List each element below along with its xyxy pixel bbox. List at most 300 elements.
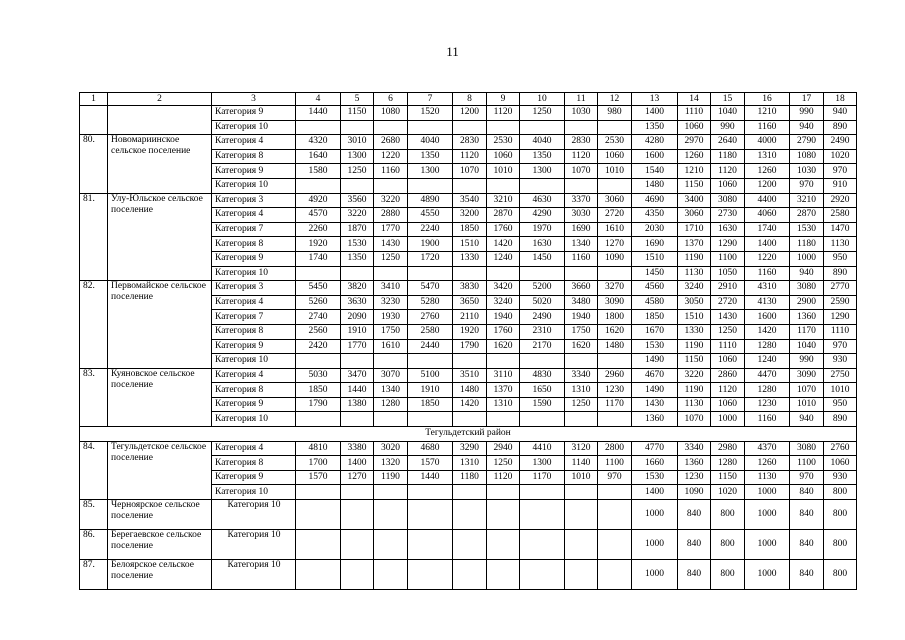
column-number-row [80, 93, 857, 106]
value-cell: 2720 [598, 208, 632, 223]
value-cell: 2900 [790, 295, 824, 310]
value-cell [565, 485, 598, 500]
settlement-name: Берегаевское сельское поселение [108, 530, 212, 560]
category-label: Категория 4 [212, 368, 296, 383]
value-cell: 1590 [520, 397, 565, 412]
value-cell: 1130 [824, 237, 857, 252]
value-cell: 1400 [341, 456, 374, 471]
value-cell: 3470 [341, 368, 374, 383]
value-cell: 1140 [565, 456, 598, 471]
column-number: 10 [520, 93, 565, 106]
value-cell: 1450 [632, 266, 678, 281]
value-cell [520, 485, 565, 500]
value-cell: 2090 [341, 310, 374, 325]
value-cell: 1200 [745, 178, 790, 193]
value-cell: 1570 [408, 456, 453, 471]
value-cell: 1070 [565, 164, 598, 179]
value-cell: 4690 [632, 193, 678, 208]
value-cell: 1130 [678, 266, 711, 281]
table-row [80, 106, 857, 121]
value-cell: 1170 [790, 324, 824, 339]
value-cell: 1850 [632, 310, 678, 325]
value-cell: 1060 [711, 354, 745, 369]
value-cell: 1040 [711, 106, 745, 121]
value-cell: 1270 [341, 470, 374, 485]
value-cell: 1230 [598, 383, 632, 398]
value-cell: 800 [711, 500, 745, 530]
category-label: Категория 9 [212, 339, 296, 354]
value-cell: 1400 [745, 237, 790, 252]
value-cell: 970 [598, 470, 632, 485]
value-cell: 3070 [374, 368, 408, 383]
district-row [80, 427, 857, 442]
value-cell [565, 500, 598, 530]
category-label: Категория 4 [212, 208, 296, 223]
value-cell: 1000 [632, 530, 678, 560]
value-cell: 3540 [453, 193, 487, 208]
value-cell [520, 412, 565, 427]
value-cell: 1300 [520, 164, 565, 179]
table-row [80, 281, 857, 296]
column-number: 2 [108, 93, 212, 106]
value-cell [520, 120, 565, 135]
value-cell: 2870 [790, 208, 824, 223]
value-cell: 4130 [745, 295, 790, 310]
value-cell: 1120 [711, 164, 745, 179]
value-cell: 2560 [296, 324, 341, 339]
value-cell: 1010 [565, 470, 598, 485]
value-cell: 1000 [711, 412, 745, 427]
category-label: Категория 8 [212, 324, 296, 339]
value-cell: 1440 [408, 470, 453, 485]
tariff-table [79, 92, 857, 590]
value-cell: 1430 [711, 310, 745, 325]
value-cell [296, 485, 341, 500]
value-cell: 1130 [678, 397, 711, 412]
column-number: 18 [824, 93, 857, 106]
value-cell: 1060 [824, 456, 857, 471]
value-cell: 1190 [678, 251, 711, 266]
value-cell: 3400 [678, 193, 711, 208]
value-cell: 5470 [408, 281, 453, 296]
value-cell: 1030 [565, 106, 598, 121]
column-number: 8 [453, 93, 487, 106]
value-cell: 940 [790, 120, 824, 135]
value-cell: 1150 [678, 178, 711, 193]
value-cell: 4560 [632, 281, 678, 296]
value-cell: 1210 [745, 106, 790, 121]
value-cell: 1330 [453, 251, 487, 266]
value-cell: 840 [678, 500, 711, 530]
value-cell: 2740 [296, 310, 341, 325]
value-cell: 3270 [598, 281, 632, 296]
value-cell [296, 120, 341, 135]
value-cell [341, 120, 374, 135]
value-cell [520, 354, 565, 369]
value-cell [374, 120, 408, 135]
value-cell: 1000 [745, 485, 790, 500]
value-cell: 840 [790, 485, 824, 500]
value-cell: 4680 [408, 441, 453, 456]
value-cell [374, 500, 408, 530]
value-cell: 1340 [374, 383, 408, 398]
settlement-name: Белоярское сельское поселение [108, 560, 212, 590]
value-cell: 2910 [711, 281, 745, 296]
value-cell: 1260 [745, 164, 790, 179]
value-cell: 2760 [408, 310, 453, 325]
value-cell [598, 412, 632, 427]
value-cell: 1190 [678, 383, 711, 398]
value-cell: 1060 [678, 120, 711, 135]
settlement-name: Тегульдетское сельское поселение [108, 441, 212, 499]
value-cell: 1850 [296, 383, 341, 398]
value-cell: 800 [824, 485, 857, 500]
value-cell: 840 [678, 560, 711, 590]
value-cell: 1850 [453, 222, 487, 237]
value-cell: 1160 [745, 412, 790, 427]
value-cell: 1110 [678, 106, 711, 121]
value-cell: 950 [824, 397, 857, 412]
value-cell: 1010 [824, 383, 857, 398]
category-label: Категория 10 [212, 560, 296, 590]
value-cell [565, 560, 598, 590]
settlement-number: 87. [80, 560, 108, 590]
category-label: Категория 4 [212, 441, 296, 456]
settlement-name: Куяновское сельское поселение [108, 368, 212, 426]
value-cell: 4370 [745, 441, 790, 456]
value-cell: 3050 [678, 295, 711, 310]
value-cell: 970 [790, 178, 824, 193]
value-cell: 800 [824, 560, 857, 590]
value-cell: 4470 [745, 368, 790, 383]
value-cell: 5020 [520, 295, 565, 310]
value-cell: 1070 [453, 164, 487, 179]
value-cell: 1250 [711, 324, 745, 339]
value-cell: 800 [824, 500, 857, 530]
value-cell: 1370 [678, 237, 711, 252]
value-cell [598, 500, 632, 530]
value-cell: 2960 [598, 368, 632, 383]
page-number: 11 [446, 44, 459, 59]
value-cell: 2720 [711, 295, 745, 310]
value-cell: 1930 [374, 310, 408, 325]
value-cell: 1740 [296, 251, 341, 266]
value-cell: 4040 [408, 135, 453, 150]
value-cell: 3080 [790, 281, 824, 296]
category-label: Категория 3 [212, 193, 296, 208]
value-cell: 1700 [296, 456, 341, 471]
value-cell: 1920 [453, 324, 487, 339]
value-cell [296, 178, 341, 193]
value-cell: 1210 [678, 164, 711, 179]
table-row [80, 530, 857, 560]
value-cell [408, 120, 453, 135]
value-cell: 1400 [632, 106, 678, 121]
settlement-name: Новомариинское сельское поселение [108, 135, 212, 193]
value-cell: 4040 [520, 135, 565, 150]
value-cell [374, 266, 408, 281]
value-cell: 1530 [790, 222, 824, 237]
value-cell [341, 178, 374, 193]
value-cell: 1160 [374, 164, 408, 179]
value-cell: 3230 [374, 295, 408, 310]
value-cell: 800 [711, 560, 745, 590]
value-cell: 3240 [487, 295, 520, 310]
value-cell: 1290 [711, 237, 745, 252]
value-cell: 4630 [520, 193, 565, 208]
value-cell: 890 [824, 120, 857, 135]
value-cell: 1260 [678, 149, 711, 164]
value-cell [565, 354, 598, 369]
value-cell: 1800 [598, 310, 632, 325]
category-label: Категория 8 [212, 149, 296, 164]
column-number: 13 [632, 93, 678, 106]
value-cell: 3090 [790, 368, 824, 383]
value-cell [408, 560, 453, 590]
value-cell: 910 [824, 178, 857, 193]
value-cell: 1340 [565, 237, 598, 252]
value-cell: 1580 [296, 164, 341, 179]
value-cell [296, 412, 341, 427]
value-cell: 3660 [565, 281, 598, 296]
value-cell: 4000 [745, 135, 790, 150]
value-cell: 1380 [341, 397, 374, 412]
value-cell: 2790 [790, 135, 824, 150]
category-label: Категория 7 [212, 222, 296, 237]
value-cell: 3210 [487, 193, 520, 208]
value-cell: 1620 [598, 324, 632, 339]
value-cell: 1530 [632, 339, 678, 354]
value-cell: 2830 [453, 135, 487, 150]
value-cell: 1690 [565, 222, 598, 237]
value-cell: 4410 [520, 441, 565, 456]
value-cell: 1150 [711, 470, 745, 485]
value-cell: 1120 [487, 470, 520, 485]
value-cell: 1000 [745, 500, 790, 530]
value-cell: 1430 [374, 237, 408, 252]
value-cell: 1010 [790, 397, 824, 412]
value-cell: 1350 [632, 120, 678, 135]
value-cell: 1070 [678, 412, 711, 427]
value-cell [453, 530, 487, 560]
value-cell [408, 178, 453, 193]
category-label: Категория 10 [212, 354, 296, 369]
value-cell: 1250 [374, 251, 408, 266]
settlement-number: 80. [80, 135, 108, 193]
value-cell: 3560 [341, 193, 374, 208]
value-cell: 1250 [520, 106, 565, 121]
value-cell: 3080 [711, 193, 745, 208]
value-cell: 3510 [453, 368, 487, 383]
value-cell [598, 266, 632, 281]
column-number: 7 [408, 93, 453, 106]
value-cell [408, 485, 453, 500]
value-cell: 1310 [453, 456, 487, 471]
value-cell: 1010 [487, 164, 520, 179]
value-cell [520, 560, 565, 590]
value-cell: 2980 [711, 441, 745, 456]
value-cell: 1180 [711, 149, 745, 164]
value-cell [487, 560, 520, 590]
value-cell: 1120 [711, 383, 745, 398]
value-cell: 1280 [745, 383, 790, 398]
value-cell: 1060 [711, 178, 745, 193]
value-cell: 2530 [598, 135, 632, 150]
value-cell: 3210 [790, 193, 824, 208]
value-cell: 1000 [632, 560, 678, 590]
settlement-number: 84. [80, 441, 108, 499]
value-cell: 970 [790, 470, 824, 485]
value-cell: 4290 [520, 208, 565, 223]
value-cell [598, 354, 632, 369]
value-cell: 1870 [341, 222, 374, 237]
value-cell [374, 530, 408, 560]
value-cell: 1610 [374, 339, 408, 354]
value-cell: 1060 [487, 149, 520, 164]
value-cell: 2940 [487, 441, 520, 456]
value-cell [598, 485, 632, 500]
value-cell: 2800 [598, 441, 632, 456]
settlement-number: 81. [80, 193, 108, 281]
value-cell: 1080 [790, 149, 824, 164]
value-cell: 1010 [598, 164, 632, 179]
value-cell: 4310 [745, 281, 790, 296]
value-cell: 3380 [341, 441, 374, 456]
value-cell: 1080 [374, 106, 408, 121]
value-cell: 1640 [296, 149, 341, 164]
value-cell: 5280 [408, 295, 453, 310]
value-cell: 1440 [341, 383, 374, 398]
value-cell [408, 266, 453, 281]
category-label: Категория 10 [212, 266, 296, 281]
value-cell [296, 560, 341, 590]
value-cell: 1000 [632, 500, 678, 530]
value-cell: 3340 [678, 441, 711, 456]
value-cell: 2580 [824, 208, 857, 223]
value-cell: 4320 [296, 135, 341, 150]
value-cell: 1770 [374, 222, 408, 237]
category-label: Категория 4 [212, 135, 296, 150]
value-cell: 1070 [790, 383, 824, 398]
column-number: 9 [487, 93, 520, 106]
settlement-name: Улу-Юльское сельское поселение [108, 193, 212, 281]
value-cell: 980 [598, 106, 632, 121]
value-cell: 1790 [296, 397, 341, 412]
value-cell: 3820 [341, 281, 374, 296]
value-cell: 2170 [520, 339, 565, 354]
value-cell: 1280 [374, 397, 408, 412]
category-label: Категория 10 [212, 485, 296, 500]
value-cell: 1220 [745, 251, 790, 266]
value-cell: 4890 [408, 193, 453, 208]
value-cell: 1310 [487, 397, 520, 412]
settlement-name [108, 106, 212, 135]
value-cell: 4920 [296, 193, 341, 208]
column-number: 5 [341, 93, 374, 106]
value-cell: 3120 [565, 441, 598, 456]
value-cell [598, 120, 632, 135]
value-cell: 1480 [632, 178, 678, 193]
value-cell: 1000 [745, 530, 790, 560]
value-cell [565, 412, 598, 427]
value-cell [296, 500, 341, 530]
column-number: 6 [374, 93, 408, 106]
value-cell: 1490 [632, 383, 678, 398]
value-cell: 1420 [745, 324, 790, 339]
value-cell: 2030 [632, 222, 678, 237]
value-cell: 3060 [598, 193, 632, 208]
value-cell [341, 485, 374, 500]
value-cell [408, 354, 453, 369]
value-cell [296, 354, 341, 369]
table-row [80, 193, 857, 208]
value-cell [374, 560, 408, 590]
column-number: 15 [711, 93, 745, 106]
value-cell: 1670 [632, 324, 678, 339]
value-cell: 1660 [632, 456, 678, 471]
value-cell [520, 178, 565, 193]
value-cell [598, 560, 632, 590]
category-label: Категория 10 [212, 412, 296, 427]
value-cell: 1100 [598, 456, 632, 471]
value-cell: 1350 [408, 149, 453, 164]
column-number: 12 [598, 93, 632, 106]
value-cell: 2310 [520, 324, 565, 339]
value-cell: 1250 [341, 164, 374, 179]
value-cell: 4770 [632, 441, 678, 456]
value-cell: 1030 [790, 164, 824, 179]
table-row [80, 135, 857, 150]
column-number: 16 [745, 93, 790, 106]
category-label: Категория 8 [212, 237, 296, 252]
value-cell: 1450 [520, 251, 565, 266]
value-cell: 3060 [678, 208, 711, 223]
value-cell: 2860 [711, 368, 745, 383]
settlement-number: 85. [80, 500, 108, 530]
category-label: Категория 9 [212, 106, 296, 121]
column-number: 11 [565, 93, 598, 106]
value-cell: 1430 [632, 397, 678, 412]
value-cell: 2490 [824, 135, 857, 150]
value-cell: 1040 [790, 339, 824, 354]
category-label: Категория 7 [212, 310, 296, 325]
table-row [80, 441, 857, 456]
value-cell: 1510 [678, 310, 711, 325]
category-label: Категория 9 [212, 397, 296, 412]
value-cell [374, 412, 408, 427]
value-cell: 1790 [453, 339, 487, 354]
value-cell: 3420 [487, 281, 520, 296]
value-cell [565, 120, 598, 135]
value-cell: 1100 [711, 251, 745, 266]
value-cell: 1300 [520, 456, 565, 471]
value-cell: 1330 [678, 324, 711, 339]
value-cell: 1920 [296, 237, 341, 252]
value-cell: 1180 [453, 470, 487, 485]
value-cell: 1760 [487, 324, 520, 339]
value-cell: 1000 [790, 251, 824, 266]
value-cell: 5450 [296, 281, 341, 296]
value-cell [374, 178, 408, 193]
value-cell [341, 560, 374, 590]
column-number: 3 [212, 93, 296, 106]
table-row [80, 368, 857, 383]
value-cell: 1710 [678, 222, 711, 237]
category-label: Категория 10 [212, 500, 296, 530]
value-cell [598, 530, 632, 560]
value-cell: 3340 [565, 368, 598, 383]
value-cell: 2730 [711, 208, 745, 223]
